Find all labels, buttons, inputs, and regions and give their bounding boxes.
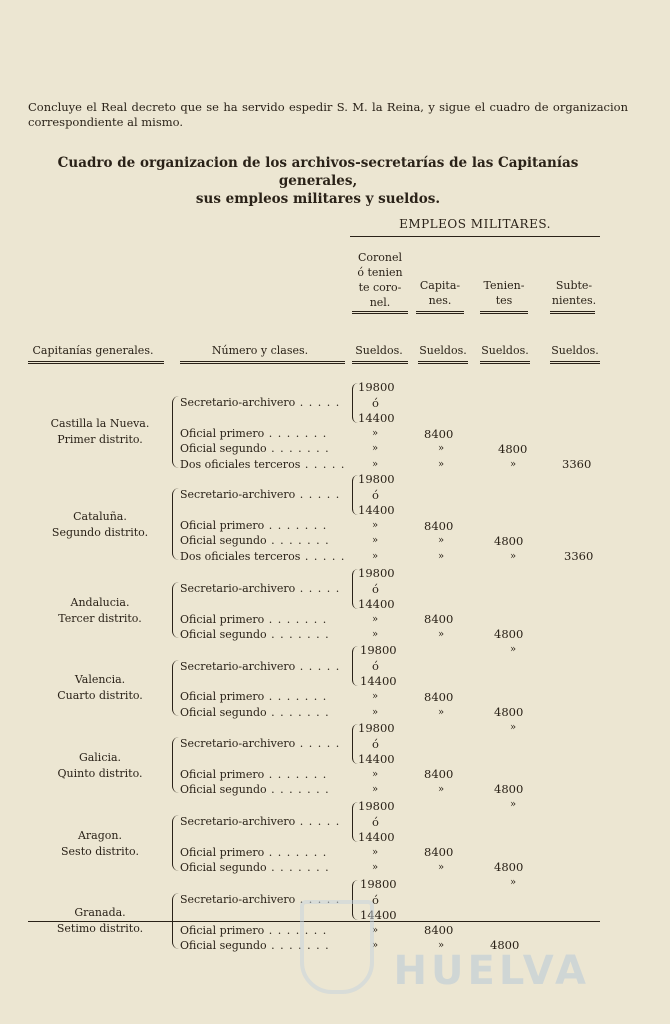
intro-paragraph: Concluye el Real decreto que se ha servido espedir S. M. la Reina, y sigue el cuadro de organizacion correspondiente al mismo. — [28, 100, 628, 129]
salary-capitan: 8400 — [424, 767, 454, 781]
ditto: » — [438, 459, 445, 470]
ditto: » — [510, 877, 517, 888]
rank-secretario: Secretario-archivero . . . . . — [180, 660, 341, 673]
salary-low: 14400 — [358, 830, 395, 844]
ditto: » — [372, 707, 379, 718]
rank-segundo: Oficial segundo . . . . . . . — [180, 534, 330, 547]
column-rule — [352, 361, 408, 364]
salary-low: 14400 — [358, 411, 395, 425]
district-ordinal: Tercer distrito. — [58, 612, 142, 625]
salary-or: ó — [372, 737, 379, 751]
salary-teniente: 4800 — [498, 442, 528, 456]
rank-secretario: Secretario-archivero . . . . . — [180, 488, 341, 501]
col-sueldos: Sueldos. — [419, 344, 467, 357]
ditto: » — [510, 551, 517, 562]
ditto: » — [372, 535, 379, 546]
ditto: » — [372, 551, 379, 562]
salary-or: ó — [372, 893, 379, 907]
salary-low: 14400 — [358, 752, 395, 766]
salary-or: ó — [372, 488, 379, 502]
ditto: » — [372, 862, 379, 873]
salary-low: 14400 — [358, 503, 395, 517]
ditto: » — [510, 722, 517, 733]
salary-capitan: 8400 — [424, 427, 454, 441]
header-rule — [352, 311, 408, 314]
rank-primero: Oficial primero . . . . . . . — [180, 924, 328, 937]
rank-segundo: Oficial segundo . . . . . . . — [180, 861, 330, 874]
ditto: » — [372, 520, 379, 531]
ditto: » — [372, 691, 379, 702]
salary-teniente: 4800 — [494, 534, 524, 548]
district-ordinal: Cuarto distrito. — [57, 689, 143, 702]
district-brace — [172, 737, 179, 793]
salary-capitan: 8400 — [424, 690, 454, 704]
district-name: Cataluña. — [73, 510, 127, 523]
column-rule — [480, 361, 530, 364]
salary-teniente: 4800 — [494, 627, 524, 641]
column-rule — [28, 361, 164, 364]
rank-segundo: Oficial segundo . . . . . . . — [180, 628, 330, 641]
rank-secretario: Secretario-archivero . . . . . — [180, 893, 341, 906]
title-line-2: sus empleos militares y sueldos. — [195, 191, 441, 207]
archive-seal-watermark — [300, 900, 374, 994]
salary-teniente: 4800 — [494, 705, 524, 719]
salary-capitan: 8400 — [424, 845, 454, 859]
ditto: » — [372, 784, 379, 795]
district-name: Valencia. — [74, 673, 126, 686]
salary-low: 14400 — [360, 908, 397, 922]
salary-high: 19800 — [358, 472, 395, 486]
district-brace — [172, 893, 179, 949]
table-title — [28, 154, 608, 208]
header-capitanes: Capita- nes. — [419, 279, 461, 307]
ditto: » — [372, 629, 379, 640]
ditto: » — [438, 629, 445, 640]
ditto: » — [438, 940, 445, 951]
district-brace — [172, 582, 179, 638]
salary-or: ó — [372, 659, 379, 673]
rank-terceros: Dos oficiales terceros . . . . . — [180, 550, 346, 563]
salary-teniente: 4800 — [494, 860, 524, 874]
rank-segundo: Oficial segundo . . . . . . . — [180, 783, 330, 796]
district-name: Castilla la Nueva. — [50, 417, 150, 430]
archive-watermark: HUELVA — [393, 948, 590, 994]
ditto: » — [372, 847, 379, 858]
district-ordinal: Quinto distrito. — [57, 767, 143, 780]
ditto: » — [372, 459, 379, 470]
district-brace — [172, 815, 179, 871]
ditto: » — [510, 799, 517, 810]
column-rule — [550, 361, 600, 364]
col-sueldos: Sueldos. — [551, 344, 599, 357]
col-sueldos: Sueldos. — [481, 344, 529, 357]
title-line-1: Cuadro de organizacion de los archivos-secretarías de las Capitanías generales, — [57, 155, 579, 189]
rank-secretario: Secretario-archivero . . . . . — [180, 396, 341, 409]
header-rule — [480, 311, 528, 314]
district-name: Granada. — [74, 906, 126, 919]
ditto: » — [438, 707, 445, 718]
header-rule — [550, 311, 595, 314]
salary-capitan: 8400 — [424, 923, 454, 937]
district-brace — [172, 660, 179, 716]
empleos-rule — [350, 236, 600, 237]
rank-segundo: Oficial segundo . . . . . . . — [180, 706, 330, 719]
rank-primero: Oficial primero . . . . . . . — [180, 613, 328, 626]
rank-primero: Oficial primero . . . . . . . — [180, 690, 328, 703]
salary-high: 19800 — [358, 566, 395, 580]
salary-subteniente: 3360 — [562, 457, 592, 471]
ditto: » — [372, 925, 379, 936]
column-rule — [418, 361, 468, 364]
rank-primero: Oficial primero . . . . . . . — [180, 519, 328, 532]
ditto: » — [372, 614, 379, 625]
ditto: » — [372, 769, 379, 780]
col-capitanias: Capitanías generales. — [32, 344, 154, 357]
district-name: Aragon. — [77, 829, 122, 842]
salary-capitan: 8400 — [424, 519, 454, 533]
salary-high: 19800 — [358, 721, 395, 735]
ditto: » — [438, 862, 445, 873]
rank-secretario: Secretario-archivero . . . . . — [180, 737, 341, 750]
ditto: » — [372, 428, 379, 439]
ditto: » — [438, 784, 445, 795]
rank-primero: Oficial primero . . . . . . . — [180, 427, 328, 440]
rank-primero: Oficial primero . . . . . . . — [180, 846, 328, 859]
header-coronel: Coronel ó tenien te coro- nel. — [357, 251, 403, 309]
salary-or: ó — [372, 815, 379, 829]
salary-high: 19800 — [358, 380, 395, 394]
district-name: Andalucia. — [70, 596, 130, 609]
rank-terceros: Dos oficiales terceros . . . . . — [180, 458, 346, 471]
header-tenientes: Tenien- tes — [483, 279, 525, 307]
district-brace — [172, 396, 179, 468]
salary-low: 14400 — [360, 674, 397, 688]
rank-secretario: Secretario-archivero . . . . . — [180, 815, 341, 828]
ditto: » — [438, 551, 445, 562]
salary-brace — [352, 646, 358, 686]
header-rule — [416, 311, 464, 314]
salary-teniente: 4800 — [494, 782, 524, 796]
salary-or: ó — [372, 582, 379, 596]
ditto: » — [372, 940, 379, 951]
salary-subteniente: 3360 — [564, 549, 594, 563]
col-numero: Número y clases. — [211, 344, 309, 357]
district-ordinal: Sesto distrito. — [61, 845, 139, 858]
district-ordinal: Segundo distrito. — [51, 526, 149, 539]
ditto: » — [510, 459, 517, 470]
salary-high: 19800 — [360, 643, 397, 657]
rank-primero: Oficial primero . . . . . . . — [180, 768, 328, 781]
district-ordinal: Primer distrito. — [57, 433, 143, 446]
rank-segundo: Oficial segundo . . . . . . . — [180, 442, 330, 455]
district-brace — [172, 488, 179, 560]
district-name: Galicia. — [78, 751, 122, 764]
salary-or: ó — [372, 396, 379, 410]
rank-secretario: Secretario-archivero . . . . . — [180, 582, 341, 595]
column-rule — [180, 361, 345, 364]
col-sueldos: Sueldos. — [355, 344, 403, 357]
ditto: » — [438, 535, 445, 546]
salary-teniente: 4800 — [490, 938, 520, 952]
empleos-militares-heading: EMPLEOS MILITARES. — [399, 217, 551, 231]
ditto: » — [372, 443, 379, 454]
salary-capitan: 8400 — [424, 612, 454, 626]
salary-high: 19800 — [358, 799, 395, 813]
district-ordinal: Setimo distrito. — [56, 922, 144, 935]
salary-high: 19800 — [360, 877, 397, 891]
ditto: » — [438, 443, 445, 454]
ditto: » — [510, 644, 517, 655]
rank-segundo: Oficial segundo . . . . . . . — [180, 939, 330, 952]
header-subtenientes: Subte- nientes. — [551, 279, 597, 307]
salary-low: 14400 — [358, 597, 395, 611]
